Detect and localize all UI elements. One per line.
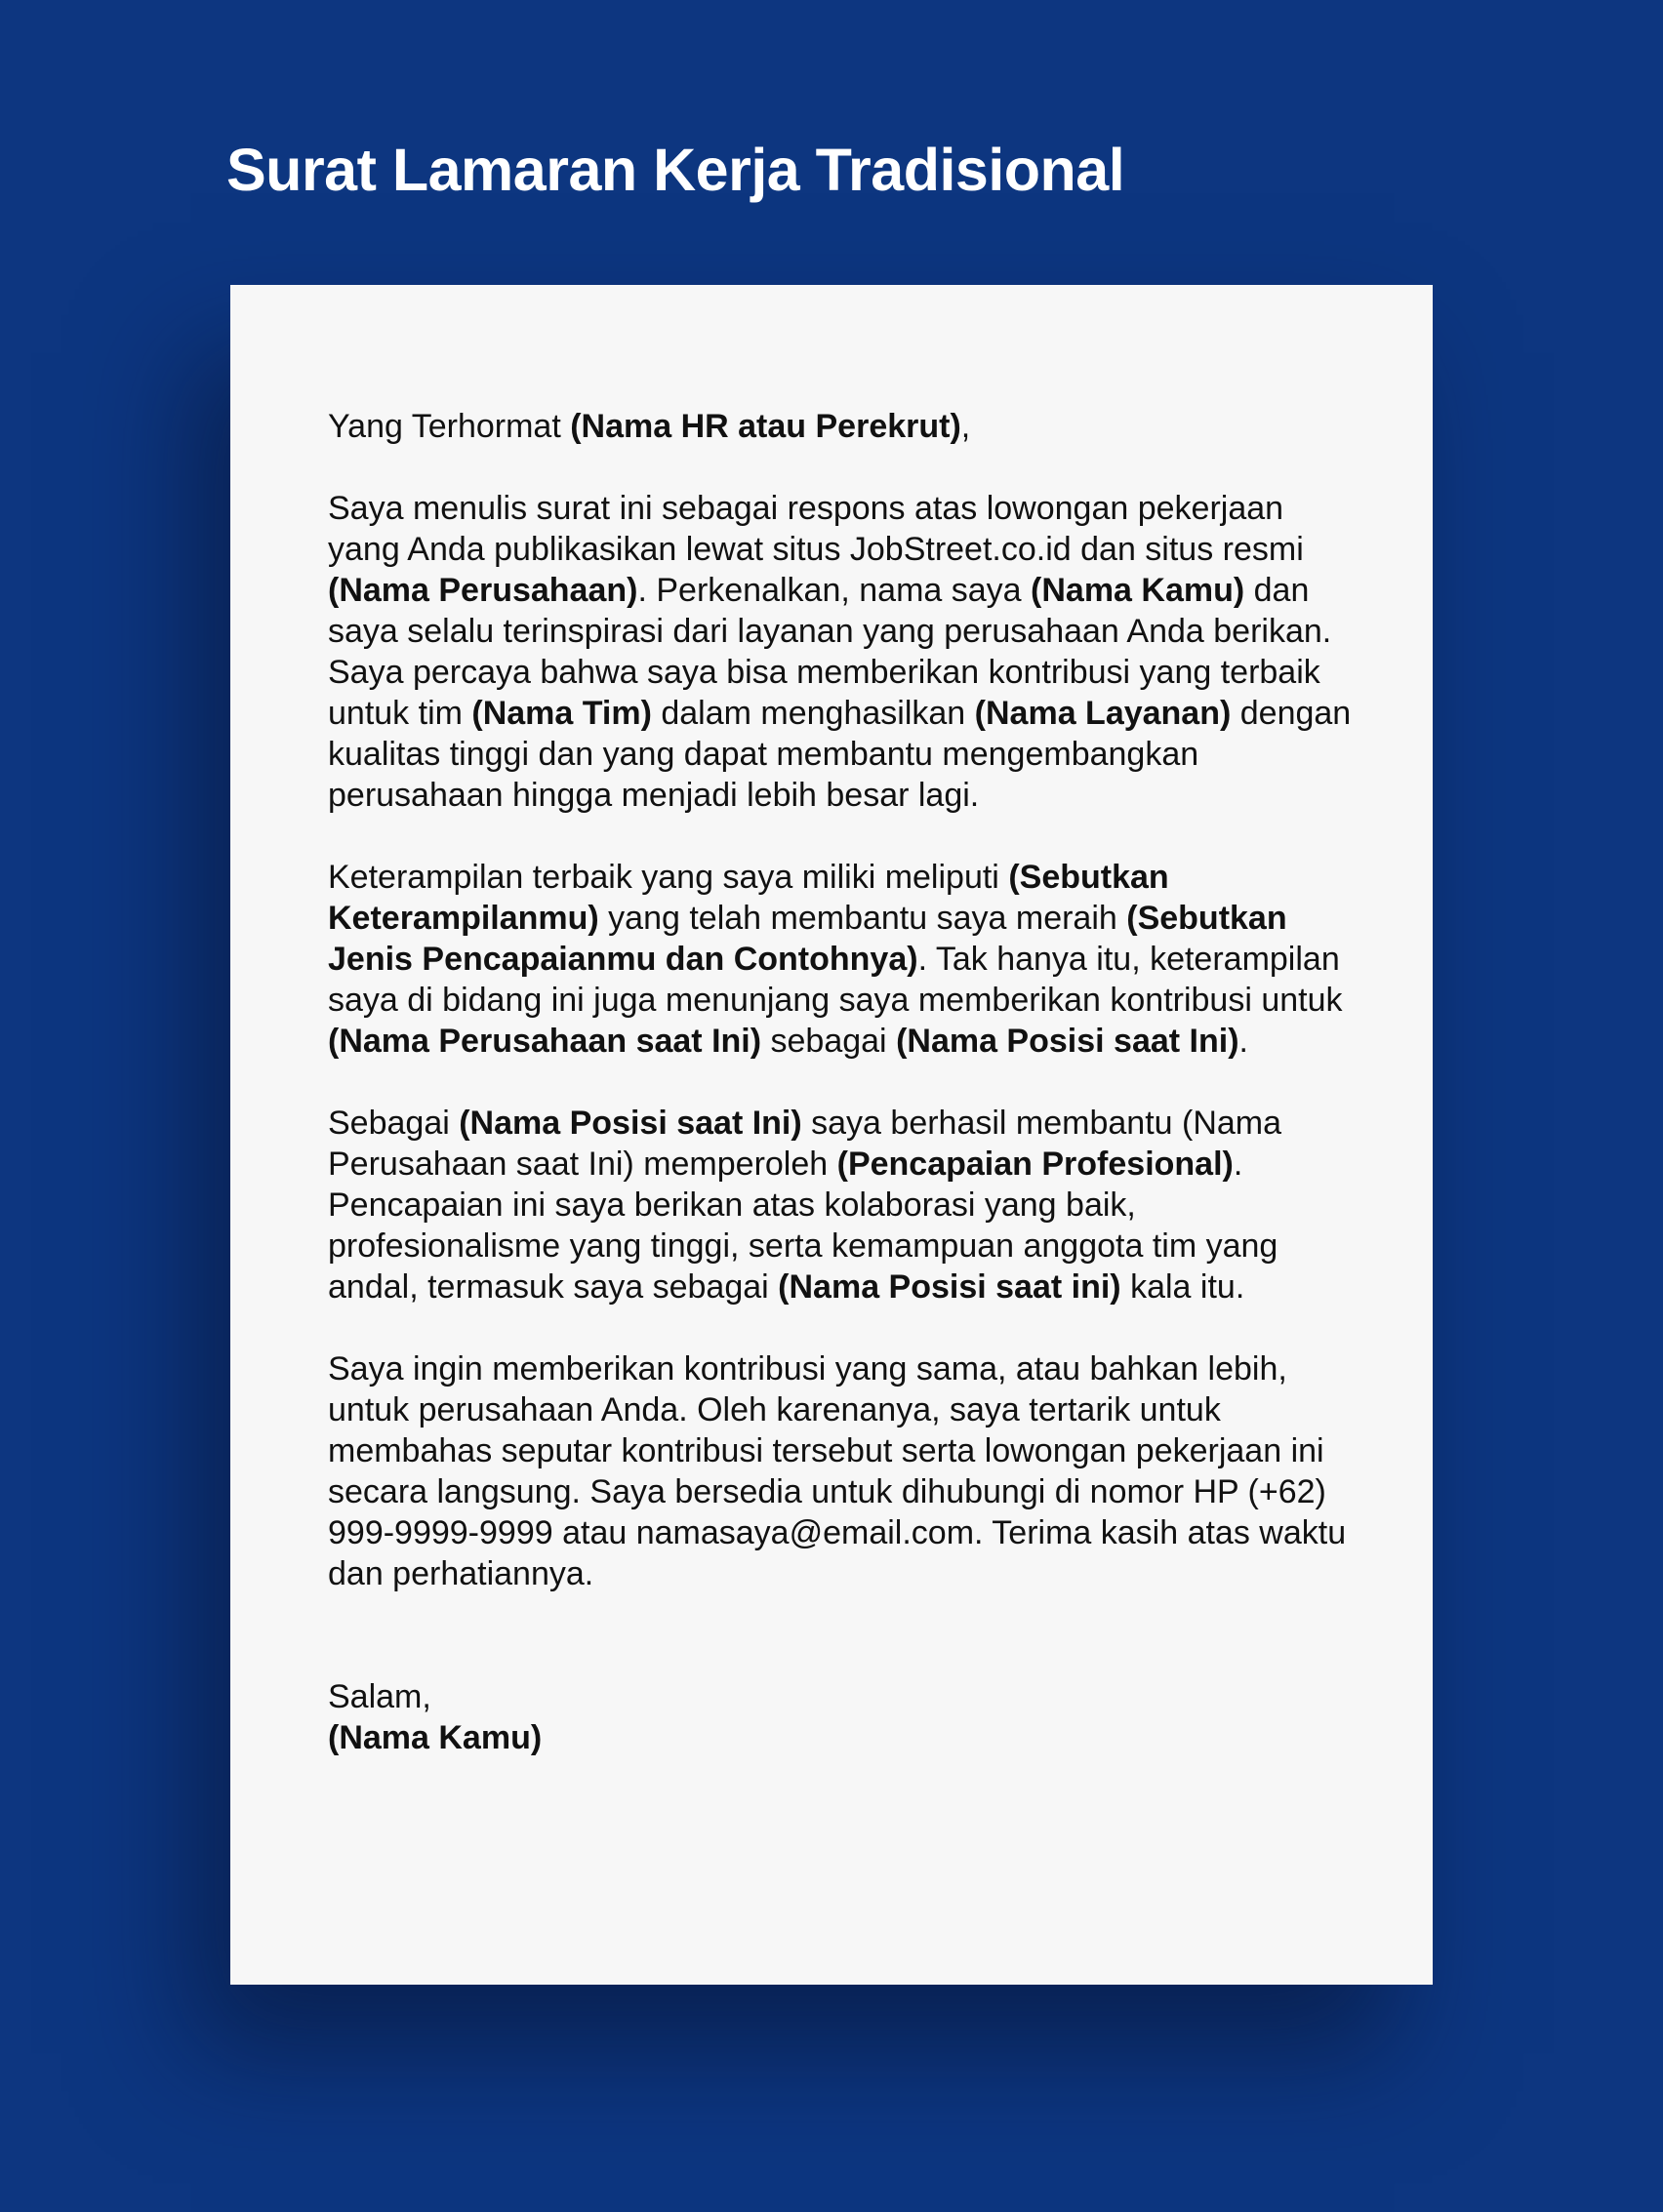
letter-paragraph-experience bbox=[328, 1103, 1353, 1307]
greeting-recipient: (Nama HR atau Perekrut) bbox=[570, 408, 961, 445]
skills-text-5: . bbox=[1238, 1023, 1248, 1060]
letter-body bbox=[328, 406, 1353, 1758]
intro-placeholder-service: (Nama Layanan) bbox=[974, 695, 1232, 732]
page-title: Surat Lamaran Kerja Tradisional bbox=[226, 137, 1125, 203]
greeting-prefix: Yang Terhormat bbox=[328, 408, 571, 445]
skills-text-2: yang telah membantu saya meraih bbox=[598, 900, 1127, 937]
experience-text-2: saya berhasil membantu (Nama Perusahaan saat Ini) memperoleh bbox=[328, 1105, 1282, 1183]
skills-placeholder-current-position: (Nama Posisi saat Ini) bbox=[896, 1023, 1239, 1060]
letter-paper bbox=[230, 285, 1433, 1985]
skills-text-4: sebagai bbox=[761, 1023, 897, 1060]
intro-placeholder-company: (Nama Perusahaan) bbox=[328, 572, 638, 609]
intro-text-4: dalam menghasilkan bbox=[651, 695, 975, 732]
skills-placeholder-current-company: (Nama Perusahaan saat Ini) bbox=[328, 1023, 762, 1060]
skills-placeholder-skills: (Sebutkan Keterampilanmu) bbox=[328, 859, 1169, 937]
skills-placeholder-achievement: (Sebutkan Jenis Pencapaianmu dan Contohnya) bbox=[328, 900, 1287, 978]
letter-paragraph-skills bbox=[328, 857, 1353, 1062]
skills-text-3: . Tak hanya itu, keterampilan saya di bidang ini juga menunjang saya memberikan kontribusi untuk bbox=[328, 941, 1343, 1019]
closing-signature: (Nama Kamu) bbox=[328, 1719, 543, 1756]
intro-text-5: dengan kualitas tinggi dan yang dapat membantu mengembangkan perusahaan hingga menjadi lebih besar lagi. bbox=[328, 695, 1352, 814]
experience-placeholder-position: (Nama Posisi saat Ini) bbox=[459, 1105, 802, 1142]
letter-paragraph-contact: Saya ingin memberikan kontribusi yang sama, atau bahkan lebih, untuk perusahaan Anda. Oleh karenanya, saya tertarik untuk membahas seputar kontribusi tersebut serta lowongan pekerjaan ini secara langsung. Saya bersedia untuk dihubungi di nomor HP (+62) 999-9999-9999 atau namasaya@email.com. Terima kasih atas waktu dan perhatiannya. bbox=[328, 1350, 1347, 1592]
intro-text-3: dan saya selalu terinspirasi dari layanan yang perusahaan Anda berikan. Saya percaya bahwa saya bisa memberikan kontribusi yang terbaik untuk tim bbox=[328, 572, 1332, 732]
experience-text-4: kala itu. bbox=[1120, 1268, 1245, 1306]
experience-text-1: Sebagai bbox=[328, 1105, 460, 1142]
intro-placeholder-name: (Nama Kamu) bbox=[1031, 572, 1245, 609]
greeting-suffix: , bbox=[960, 408, 971, 445]
intro-placeholder-team: (Nama Tim) bbox=[471, 695, 652, 732]
experience-placeholder-position-2: (Nama Posisi saat ini) bbox=[778, 1268, 1121, 1306]
intro-text-2: . Perkenalkan, nama saya bbox=[637, 572, 1032, 609]
intro-text-1: Saya menulis surat ini sebagai respons atas lowongan pekerjaan yang Anda publikasikan lewat situs JobStreet.co.id dan situs resmi bbox=[328, 490, 1304, 568]
letter-greeting bbox=[328, 406, 1353, 447]
closing-salutation: Salam, bbox=[328, 1678, 431, 1715]
experience-text-3: . Pencapaian ini saya berikan atas kolaborasi yang baik, profesionalisme yang tinggi, serta kemampuan anggota tim yang andal, termasuk saya sebagai bbox=[328, 1146, 1278, 1306]
skills-text-1: Keterampilan terbaik yang saya miliki meliputi bbox=[328, 859, 1009, 896]
letter-paragraph-intro bbox=[328, 488, 1353, 816]
experience-placeholder-achievement: (Pencapaian Profesional) bbox=[836, 1146, 1234, 1183]
letter-closing bbox=[328, 1676, 1353, 1758]
